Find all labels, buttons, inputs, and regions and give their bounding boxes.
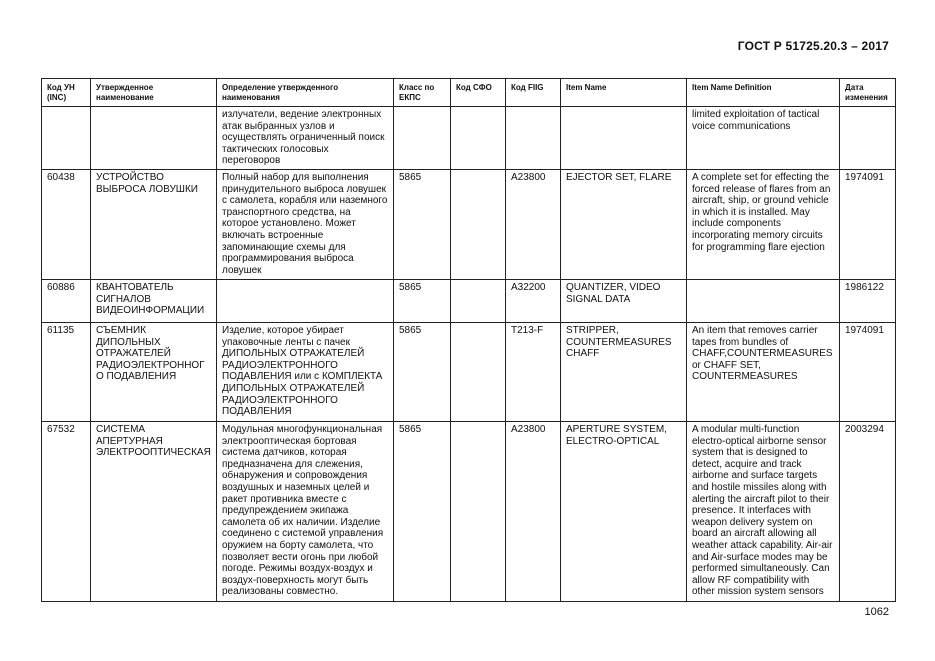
document-standard-title: ГОСТ Р 51725.20.3 – 2017 (737, 39, 889, 53)
cell-fiig: A32200 (506, 279, 561, 322)
cell-item-name: STRIPPER, COUNTERMEASURES CHAFF (561, 322, 687, 421)
table-row (42, 322, 896, 421)
classification-table (41, 78, 896, 602)
page-number: 1062 (864, 606, 889, 618)
cell-ekps: 5865 (394, 169, 451, 279)
column-header-inc: Код УН (INC) (42, 79, 91, 107)
cell-definition (217, 279, 394, 322)
cell-inc: 61135 (42, 322, 91, 421)
cell-item-name: APERTURE SYSTEM, ELECTRO-OPTICAL (561, 421, 687, 601)
cell-item-definition (687, 279, 840, 322)
cell-sfo (451, 421, 506, 601)
cell-name: СЪЕМНИК ДИПОЛЬНЫХ ОТРАЖАТЕЛЕЙ РАДИОЭЛЕКТРОННОГ О ПОДАВЛЕНИЯ (91, 322, 217, 421)
cell-sfo (451, 107, 506, 170)
column-header-ekps: Класс по ЕКПС (394, 79, 451, 107)
cell-fiig: A23800 (506, 169, 561, 279)
cell-item-definition: limited exploitation of tactical voice communications (687, 107, 840, 170)
cell-item-name: QUANTIZER, VIDEO SIGNAL DATA (561, 279, 687, 322)
column-header-fiig: Код FIIG (506, 79, 561, 107)
cell-item-name (561, 107, 687, 170)
cell-name: КВАНТОВАТЕЛЬ СИГНАЛОВ ВИДЕОИНФОРМАЦИИ (91, 279, 217, 322)
cell-inc (42, 107, 91, 170)
column-header-item-definition: Item Name Definition (687, 79, 840, 107)
cell-date: 1974091 (840, 322, 896, 421)
table-row (42, 169, 896, 279)
cell-date: 2003294 (840, 421, 896, 601)
cell-definition: Полный набор для выполнения принудительного выброса ловушек с самолета, корабля или наземного транспортного средства, на которое установлено. Может включать встроенные запоминающие схемы для программирования выброса ловушек (217, 169, 394, 279)
cell-name (91, 107, 217, 170)
table-row (42, 279, 896, 322)
cell-inc: 67532 (42, 421, 91, 601)
cell-item-definition: A modular multi-function electro-optical airborne sensor system that is designed to detect, acquire and track airborne and surface targets and hostile missiles along with alerting the aircraft pilot to their presence. It interfaces with weapon delivery system on board an aircraft allowing all weather attack capability. Air-air and Air-surface modes may be performed simultaneously. Can allow RF compatibility with other mission system sensors (687, 421, 840, 601)
cell-ekps: 5865 (394, 279, 451, 322)
cell-item-definition: A complete set for effecting the forced release of flares from an aircraft, ship, or ground vehicle in which it is installed. May include components incorporating memory circuits for programming flare ejection (687, 169, 840, 279)
cell-inc: 60438 (42, 169, 91, 279)
column-header-date: Дата изменения (840, 79, 896, 107)
cell-date: 1974091 (840, 169, 896, 279)
cell-date (840, 107, 896, 170)
cell-sfo (451, 322, 506, 421)
cell-name: УСТРОЙСТВО ВЫБРОСА ЛОВУШКИ (91, 169, 217, 279)
cell-definition: излучатели, ведение электронных атак выбранных узлов и осуществлять ограниченный поиск тактических голосовых переговоров (217, 107, 394, 170)
cell-definition: Модульная многофункциональная электрооптическая бортовая система датчиков, которая предназначена для слежения, обнаружения и сопровождения воздушных и наземных целей и ракет противника вместе с предупреждением экипажа самолета об их наличии. Изделие соединено с системой управления оружием на борту самолета, что позволяет вести огонь при любой погоде. Режимы воздух-воздух и воздух-поверхность могут быть реализованы совместно. (217, 421, 394, 601)
table-header-row (42, 79, 896, 107)
column-header-sfo: Код СФО (451, 79, 506, 107)
cell-inc: 60886 (42, 279, 91, 322)
cell-fiig: T213-F (506, 322, 561, 421)
column-header-name: Утвержденное наименование (91, 79, 217, 107)
cell-fiig (506, 107, 561, 170)
column-header-item-name: Item Name (561, 79, 687, 107)
cell-ekps (394, 107, 451, 170)
table-row (42, 421, 896, 601)
column-header-definition: Определение утвержденного наименования (217, 79, 394, 107)
cell-ekps: 5865 (394, 322, 451, 421)
table-row (42, 107, 896, 170)
cell-definition: Изделие, которое убирает упаковочные ленты с пачек ДИПОЛЬНЫХ ОТРАЖАТЕЛЕЙ РАДИОЭЛЕКТРОННОГО ПОДАВЛЕНИЯ или с КОМПЛЕКТА ДИПОЛЬНЫХ ОТРАЖАТЕЛЕЙ РАДИОЭЛЕКТРОННОГО ПОДАВЛЕНИЯ (217, 322, 394, 421)
cell-fiig: A23800 (506, 421, 561, 601)
cell-item-definition: An item that removes carrier tapes from bundles of CHAFF,COUNTERMEASURES or CHAFF SET, COUNTERMEASURES (687, 322, 840, 421)
cell-sfo (451, 169, 506, 279)
cell-ekps: 5865 (394, 421, 451, 601)
cell-date: 1986122 (840, 279, 896, 322)
cell-sfo (451, 279, 506, 322)
cell-name: СИСТЕМА АПЕРТУРНАЯ ЭЛЕКТРООПТИЧЕСКАЯ (91, 421, 217, 601)
cell-item-name: EJECTOR SET, FLARE (561, 169, 687, 279)
